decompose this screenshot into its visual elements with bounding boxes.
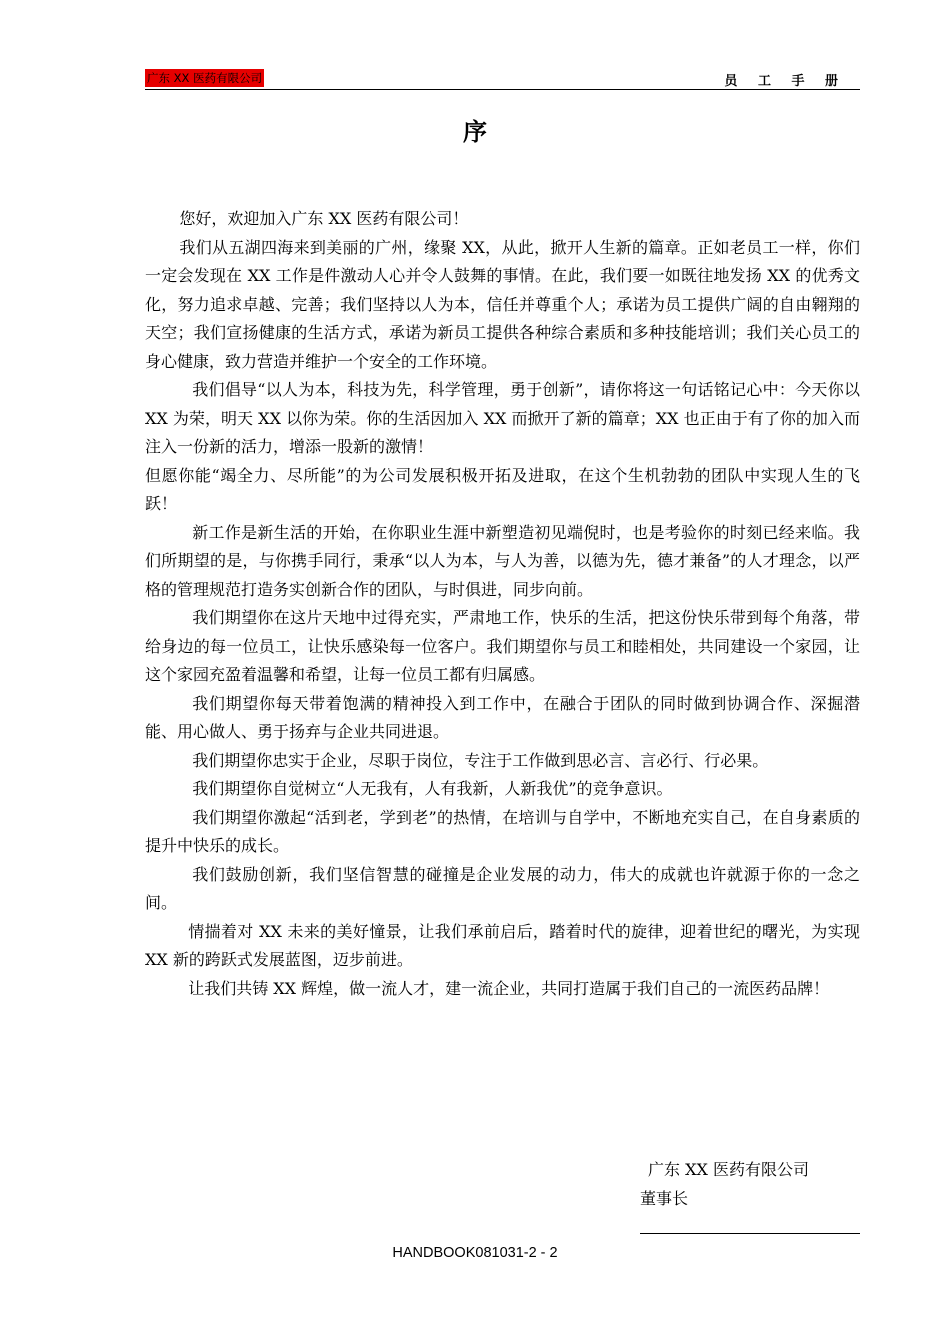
paragraph: 我们期望你忠实于企业，尽职于岗位，专注于工作做到思必言、言必行、行必果。	[192, 750, 769, 770]
page-header	[145, 68, 860, 90]
handbook-title: 员 工 手 册	[724, 74, 846, 89]
preface-body	[145, 205, 860, 1003]
paragraph: 我们鼓励创新，我们坚信智慧的碰撞是企业发展的动力，伟大的成就也许就源于你的一念之间。	[145, 864, 860, 912]
paragraph: 我们期望你在这片天地中过得充实，严肃地工作，快乐的生活，把这份快乐带到每个角落，带给身边的每一位员工，让快乐感染每一位客户。我们期望你与员工和睦相处，共同建设一个家园，让这个家园充盈着温馨和希望，让每一位员工都有归属感。	[145, 608, 860, 684]
paragraph: 我们从五湖四海来到美丽的广州，缘聚 XX，从此，掀开人生新的篇章。正如老员工一样，你们一定会发现在 XX 工作是件激动人心并令人鼓舞的事情。在此，我们要一如既往地发扬 XX 的优秀文化，努力追求卓越、完善；我们坚持以人为本，信任并尊重个人；承诺为员工提供广阔的自由翱翔的天空；我们宣扬健康的生活方式，承诺为新员工提供各种综合素质和多种技能培训；我们关心员工的身心健康，致力营造并维护一个安全的工作环境。	[145, 237, 860, 371]
page-title: 序	[463, 118, 487, 146]
paragraph: 我们期望你每天带着饱满的精神投入到工作中，在融合于团队的同时做到协调合作、深掘潜能、用心做人、勇于扬弃与企业共同进退。	[145, 693, 860, 741]
signature-company: 广东 XX 医药有限公司	[648, 1160, 809, 1179]
paragraph: 我们倡导“以人为本，科技为先，科学管理，勇于创新”，请你将这一句话铭记心中：今天你以 XX 为荣，明天 XX 以你为荣。你的生活因加入 XX 而掀开了新的篇章；XX 也正由于有了你的加入而注入一份新的活力，增添一股新的激情！	[145, 380, 860, 456]
paragraph-greeting: 您好，欢迎加入广东 XX 医药有限公司！	[179, 209, 469, 228]
paragraph: 情揣着对 XX 未来的美好憧景，让我们承前启后，踏着时代的旋律，迎着世纪的曙光，为实现 XX 新的跨跃式发展蓝图，迈步前进。	[145, 921, 860, 969]
paragraph-closing: 让我们共铸 XX 辉煌，做一流人才，建一流企业，共同打造属于我们自己的一流医药品牌！	[188, 978, 830, 998]
paragraph: 新工作是新生活的开始，在你职业生涯中新塑造初见端倪时，也是考验你的时刻已经来临。我们所期望的是，与你携手同行，秉承“以人为本，与人为善，以德为先，德才兼备”的人才理念，以严格的管理规范打造务实创新合作的团队，与时俱进，同步向前。	[145, 522, 860, 599]
paragraph: 我们期望你激起“活到老，学到老”的热情，在培训与自学中，不断地充实自己，在自身素质的提升中快乐的成长。	[145, 807, 860, 855]
signature-line	[640, 1233, 860, 1234]
paragraph: 但愿你能“竭全力、尽所能”的为公司发展积极开拓及进取，在这个生机勃勃的团队中实现人生的飞跃！	[145, 465, 860, 513]
signature-block	[640, 1156, 860, 1213]
paragraph: 我们期望你自觉树立“人无我有，人有我新，人新我优”的竞争意识。	[192, 779, 673, 798]
company-name-badge: 广东 XX 医药有限公司	[147, 71, 263, 85]
signature-position: 董事长	[640, 1188, 689, 1208]
page-footer: HANDBOOK081031-2 - 2	[392, 1245, 558, 1261]
header-rule	[145, 89, 860, 90]
